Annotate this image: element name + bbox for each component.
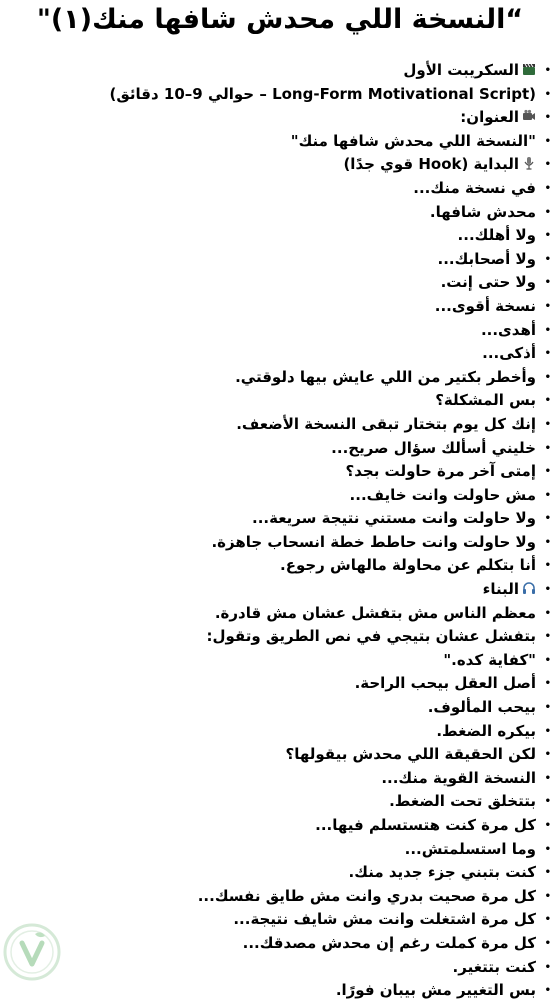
script-line xyxy=(0,295,560,319)
watermark-logo xyxy=(0,918,64,986)
script-line-text: لكن الحقيقة اللي محدش بيقولها؟ xyxy=(285,745,536,764)
script-line-text: ولا حاولت وانت حاطط خطة انسحاب جاهزة. xyxy=(211,532,536,551)
bullet-marker: • xyxy=(544,300,551,312)
script-line xyxy=(0,554,560,578)
script-line-text: وأخطر بكتير من اللي عايش بيها دلوقتي. xyxy=(235,367,536,386)
bullet-marker: • xyxy=(544,466,551,478)
bullet-marker: • xyxy=(544,702,551,714)
bullet-marker: • xyxy=(544,418,551,430)
bullet-marker: • xyxy=(544,867,551,879)
script-line-text: كنت بتتغير. xyxy=(452,957,536,976)
script-line xyxy=(0,979,560,1003)
script-line xyxy=(0,531,560,555)
script-line-text: ولا حاولت وانت مستني نتيجة سريعة... xyxy=(252,509,536,528)
script-line-text: أهدى... xyxy=(480,320,536,339)
bullet-marker: • xyxy=(544,348,551,360)
clapper-icon xyxy=(522,62,536,76)
bullet-marker: • xyxy=(544,843,551,855)
script-line-text: بيحب المألوف. xyxy=(427,698,536,717)
bullet-marker: • xyxy=(544,253,551,265)
script-line xyxy=(0,366,560,390)
bullet-marker: • xyxy=(544,607,551,619)
script-line-text: ولا أصحابك... xyxy=(437,249,536,268)
script-line-text: إنك كل يوم بتختار تبقى النسخة الأضعف. xyxy=(236,414,536,433)
script-line-text: بس المشكلة؟ xyxy=(435,391,536,410)
script-line-text: النسخة القوية منك... xyxy=(381,768,536,787)
script-line-text: خليني أسألك سؤال صريح... xyxy=(331,438,536,457)
bullet-marker: • xyxy=(544,206,551,218)
script-line-text: ولا حتى إنت. xyxy=(440,273,536,292)
bullet-marker: • xyxy=(544,395,551,407)
script-line-text: أنا بتكلم عن محاولة مالهاش رجوع. xyxy=(280,556,536,575)
bullet-marker: • xyxy=(544,914,551,926)
script-line xyxy=(0,838,560,862)
script-line-text: ولا أهلك... xyxy=(457,226,536,245)
script-line xyxy=(0,861,560,885)
script-line xyxy=(0,460,560,484)
script-line-text: "كفاية كده." xyxy=(443,650,536,669)
script-line xyxy=(0,271,560,295)
script-line-text: السكريبت الأول xyxy=(403,61,519,79)
script-line xyxy=(0,767,560,791)
script-line xyxy=(0,177,560,201)
script-line xyxy=(0,625,560,649)
script-line xyxy=(0,932,560,956)
bullet-marker: • xyxy=(544,182,551,194)
script-line-text: البداية (Hook قوي جدًا) xyxy=(343,155,519,174)
bullet-marker: • xyxy=(544,112,551,124)
script-line-text: أذكى... xyxy=(482,344,536,363)
bullet-marker: • xyxy=(544,135,551,147)
script-line xyxy=(0,413,560,437)
script-line xyxy=(0,790,560,814)
script-line-text: بتفشل عشان بتيجي في نص الطريق وتقول: xyxy=(206,627,536,646)
script-line-text: مش حاولت وانت خايف... xyxy=(349,485,536,504)
script-line xyxy=(0,956,560,980)
script-line xyxy=(0,720,560,744)
script-line-text: كل مرة كنت هتستسلم فيها... xyxy=(315,816,536,834)
script-line xyxy=(0,484,560,508)
bullet-marker: • xyxy=(544,442,551,454)
script-line-text: وما استسلمتش... xyxy=(404,839,536,858)
bullet-marker: • xyxy=(544,88,551,100)
script-line-text: "النسخة اللي محدش شافها منك" xyxy=(290,131,536,150)
script-line xyxy=(0,578,560,602)
script-line xyxy=(0,224,560,248)
microphone-icon xyxy=(522,156,536,170)
script-line-text: كل مرة صحيت بدري وانت مش طايق نفسك... xyxy=(197,886,536,905)
bullet-marker: • xyxy=(544,678,551,690)
script-line-text: العنوان: xyxy=(460,108,519,127)
script-line xyxy=(0,696,560,720)
bullet-marker: • xyxy=(544,961,551,973)
script-line xyxy=(0,130,560,154)
bullet-marker: • xyxy=(544,324,551,336)
bullet-marker: • xyxy=(544,159,551,171)
camera-icon xyxy=(522,109,536,123)
script-line-text: أصل العقل بيحب الراحة. xyxy=(354,674,536,693)
bullet-marker: • xyxy=(544,513,551,525)
script-line xyxy=(0,672,560,696)
script-line xyxy=(0,83,560,107)
script-line-text: في نسخة منك... xyxy=(413,178,536,197)
script-line xyxy=(0,743,560,767)
bullet-marker: • xyxy=(544,985,551,997)
bullet-marker: • xyxy=(544,725,551,737)
script-line xyxy=(0,649,560,673)
script-line-text: كل مرة كملت رغم إن محدش مصدقك... xyxy=(242,933,536,952)
bullet-marker: • xyxy=(544,631,551,643)
script-line-text: كنت بتبني جزء جديد منك. xyxy=(348,863,536,882)
bullet-marker: • xyxy=(544,584,551,596)
document-title: “النسخة اللي محدش شافها منك(١)" xyxy=(36,4,524,35)
script-lines xyxy=(0,59,560,1003)
script-line xyxy=(0,602,560,626)
script-line-text: بس التغيير مش بيبان فورًا. xyxy=(335,981,536,1000)
bullet-marker: • xyxy=(544,371,551,383)
script-line xyxy=(0,437,560,461)
script-line-text: إمتى آخر مرة حاولت بجد؟ xyxy=(345,462,536,481)
script-line xyxy=(0,201,560,225)
bullet-marker: • xyxy=(544,890,551,902)
bullet-marker: • xyxy=(544,654,551,666)
script-line-text: كل مرة اشتغلت وانت مش شايف نتيجة... xyxy=(233,910,536,929)
script-line xyxy=(0,908,560,932)
script-line-text: محدش شافها. xyxy=(429,202,536,221)
script-line xyxy=(0,153,560,177)
script-line xyxy=(0,342,560,366)
bullet-marker: • xyxy=(544,749,551,761)
bullet-marker: • xyxy=(544,230,551,242)
script-line xyxy=(0,885,560,909)
bullet-marker: • xyxy=(544,277,551,289)
script-line xyxy=(0,248,560,272)
script-line xyxy=(0,59,560,83)
bullet-marker: • xyxy=(544,796,551,808)
script-line xyxy=(0,507,560,531)
headphones-icon xyxy=(522,581,536,595)
bullet-marker: • xyxy=(544,560,551,572)
script-line xyxy=(0,106,560,130)
script-line-text: البناء xyxy=(482,580,519,599)
script-line-text: نسخة أقوى... xyxy=(434,296,536,315)
bullet-marker: • xyxy=(544,65,551,76)
bullet-marker: • xyxy=(544,820,551,831)
bullet-marker: • xyxy=(544,772,551,784)
script-line xyxy=(0,814,560,838)
bullet-marker: • xyxy=(544,937,551,949)
script-line-text: بيكره الضغط. xyxy=(436,721,536,740)
script-line-text: (Long-Form Motivational Script – حوالي 9–10 دقائق) xyxy=(109,84,536,103)
script-line-text: معظم الناس مش بتفشل عشان مش قادرة. xyxy=(214,603,536,622)
script-line-text: بتتخلق تحت الضغط. xyxy=(389,792,536,811)
bullet-marker: • xyxy=(544,489,551,501)
script-line xyxy=(0,319,560,343)
script-line xyxy=(0,389,560,413)
bullet-marker: • xyxy=(544,536,551,548)
